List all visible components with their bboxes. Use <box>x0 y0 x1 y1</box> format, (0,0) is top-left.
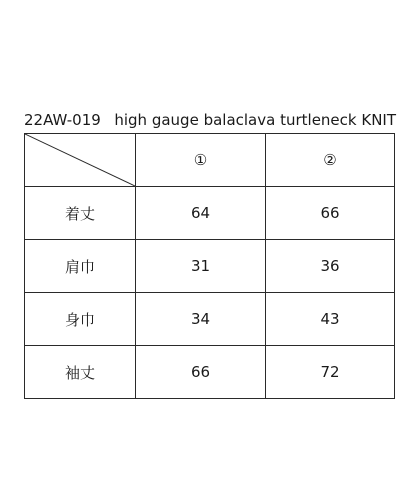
row-label-shoulder: 肩巾 <box>25 240 136 293</box>
column-header-1: ① <box>136 134 266 187</box>
product-header <box>24 108 396 132</box>
table-row <box>25 187 395 240</box>
table-cell: 66 <box>136 346 266 399</box>
column-header-2: ② <box>266 134 395 187</box>
table-row <box>25 240 395 293</box>
table-row <box>25 346 395 399</box>
table-cell: 43 <box>266 293 395 346</box>
product-code: 22AW-019 <box>24 111 101 129</box>
table-header-row <box>25 134 395 187</box>
corner-cell <box>25 134 136 187</box>
table-cell: 72 <box>266 346 395 399</box>
table-row <box>25 293 395 346</box>
table-cell: 66 <box>266 187 395 240</box>
row-label-length: 着丈 <box>25 187 136 240</box>
diagonal-divider <box>25 134 135 186</box>
table-cell: 36 <box>266 240 395 293</box>
table-cell: 64 <box>136 187 266 240</box>
size-table <box>24 133 395 399</box>
table-cell: 31 <box>136 240 266 293</box>
product-name: high gauge balaclava turtleneck KNIT <box>114 111 396 129</box>
row-label-width: 身巾 <box>25 293 136 346</box>
table-cell: 34 <box>136 293 266 346</box>
row-label-sleeve: 袖丈 <box>25 346 136 399</box>
